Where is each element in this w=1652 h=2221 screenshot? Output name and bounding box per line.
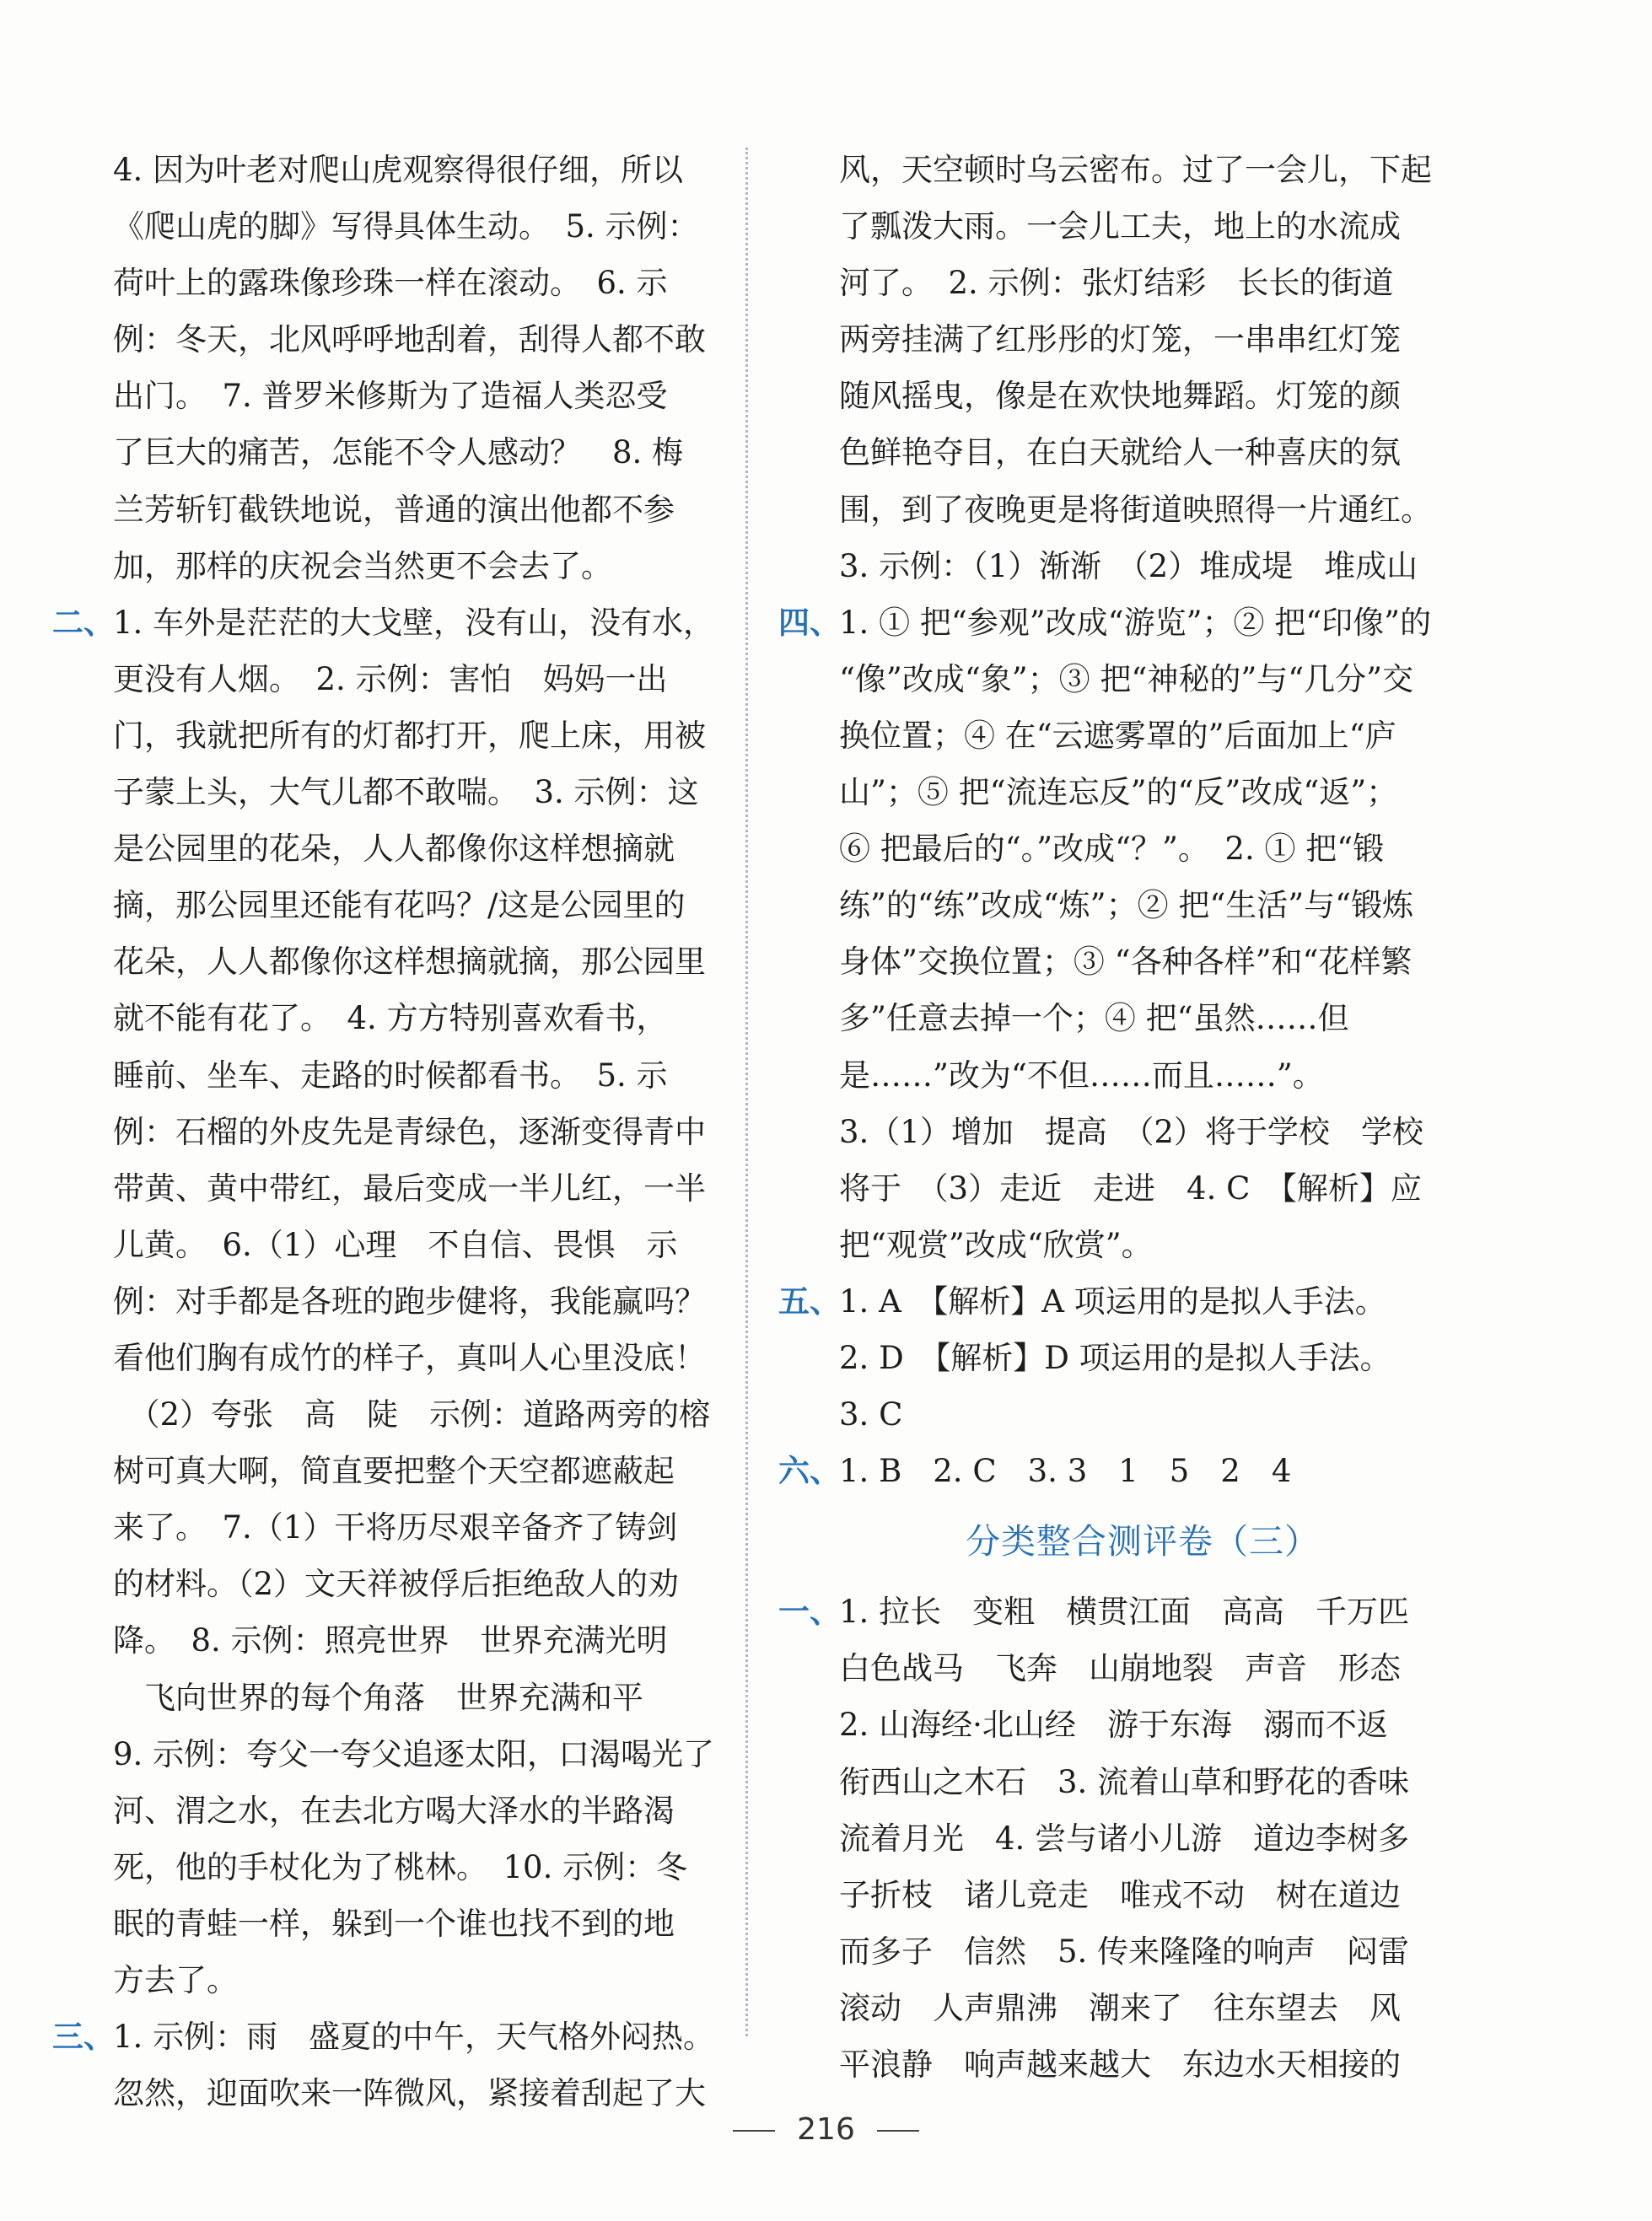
answer-text: 练”的“练”改成“炼”；② 把“生活”与“锻炼 [839, 887, 1414, 924]
answer-text: 子折枝 诸儿竞走 唯戎不动 树在道边 [839, 1876, 1401, 1913]
text-line [839, 764, 1446, 820]
answer-text: 风，天空顿时乌云密布。过了一会儿，下起 [839, 152, 1432, 188]
text-line [113, 1104, 720, 1160]
text-line [113, 1556, 720, 1612]
text-line [113, 311, 720, 368]
text-line [839, 311, 1446, 368]
answer-text: 例：对手都是各班的跑步健将，我能赢吗？ [113, 1283, 706, 1320]
text-line [52, 594, 720, 651]
answer-text: 将于 （3）走近 走进 4. C 【解析】应 [839, 1170, 1422, 1207]
page-number-footer [0, 2112, 1652, 2147]
answer-text: 了巨大的痛苦，怎能不令人感动？ 8. 梅 [113, 434, 684, 471]
answer-text: 围，到了夜晚更是将街道映照得一片通红。 [839, 491, 1432, 528]
text-line [113, 424, 720, 481]
answer-text: 随风摇曳，像是在欢快地舞蹈。灯笼的颜 [839, 378, 1401, 415]
answer-text: 方去了。 [113, 1962, 238, 1998]
right-column [778, 142, 1446, 2093]
section-number: 一、 [778, 1594, 841, 1631]
text-line [839, 2036, 1446, 2093]
text-line [839, 820, 1446, 877]
answer-text: 1. B 2. C 3. 3 1 5 2 4 [839, 1453, 1292, 1490]
answer-text: 出门。 7. 普罗米修斯为了造福人类忍受 [113, 378, 668, 415]
answer-text: 多”任意去掉一个；④ 把“虽然……但 [839, 1000, 1349, 1037]
text-line [113, 1670, 720, 1726]
text-line [113, 1952, 720, 2009]
answer-text: 是公园里的花朵，人人都像你这样想摘就 [113, 831, 675, 868]
answer-text: 白色战马 飞奔 山崩地裂 声音 形态 [839, 1650, 1401, 1687]
answer-text: 2. 山海经·北山经 游于东海 溺而不返 [839, 1707, 1388, 1744]
right-column-bottom [778, 1584, 1446, 2093]
text-line [839, 1640, 1446, 1697]
answer-text: 花朵，人人都像你这样想摘就摘，那公园里 [113, 944, 706, 981]
answer-text: 来了。 7.（1）干将历尽艰辛备齐了铸剑 [113, 1509, 678, 1546]
text-line [839, 538, 1446, 594]
answer-text: 子蒙上头，大气儿都不敢喘。 3. 示例：这 [113, 774, 699, 811]
text-line [839, 368, 1446, 424]
column-divider [745, 148, 748, 2036]
answer-text: 3. 示例：（1）渐渐 （2）堆成堤 堆成山 [839, 547, 1418, 584]
section-number: 六、 [778, 1453, 841, 1490]
answer-text: 例：石榴的外皮先是青绿色，逐渐变得青中 [113, 1113, 706, 1150]
answer-text: 是……”改为“不但……而且……”。 [839, 1057, 1324, 1094]
text-line [839, 933, 1446, 990]
text-line [113, 933, 720, 990]
text-line [113, 1386, 720, 1443]
text-line [113, 707, 720, 764]
answer-text: 降。 8. 示例：照亮世界 世界充满光明 [113, 1622, 668, 1659]
section-number: 五、 [778, 1283, 841, 1320]
answer-text: 3.（1）增加 提高 （2）将于学校 学校 [839, 1113, 1423, 1150]
section-number: 二、 [52, 604, 115, 641]
text-line [113, 990, 720, 1046]
answer-text: 的材料。（2）文天祥被俘后拒绝敌人的劝 [113, 1566, 680, 1603]
text-line [839, 1104, 1446, 1160]
answer-text: 山”；⑤ 把“流连忘反”的“反”改成“返”； [839, 774, 1398, 811]
answer-text: 河、渭之水，在去北方喝大泽水的半路渴 [113, 1792, 675, 1829]
text-line [113, 820, 720, 877]
footer-dash-left [733, 2130, 775, 2132]
answer-text: 摘，那公园里还能有花吗？/这是公园里的 [113, 887, 686, 924]
answer-text: 把“观赏”改成“欣赏”。 [839, 1226, 1153, 1263]
text-line [778, 1443, 1446, 1499]
right-column-top [778, 142, 1446, 1499]
text-line [113, 1330, 720, 1386]
text-line [52, 2009, 720, 2065]
text-line [113, 1047, 720, 1104]
answer-text: 了瓢泼大雨。一会儿工夫，地上的水流成 [839, 208, 1401, 245]
answer-text: ⑥ 把最后的“。”改成“？”。 2. ① 把“锻 [839, 831, 1385, 868]
answer-text: 2. D 【解析】D 项运用的是拟人手法。 [839, 1339, 1391, 1376]
text-line [839, 1047, 1446, 1104]
text-line [113, 1217, 720, 1273]
answer-text: 4. 因为叶老对爬山虎观察得很仔细，所以 [113, 152, 684, 188]
text-line [113, 1160, 720, 1217]
page-number: 216 [797, 2112, 855, 2147]
answer-text: 树可真大啊，简直要把整个天空都遮蔽起 [113, 1453, 675, 1490]
text-line [839, 1697, 1446, 1753]
answer-text: 《爬山虎的脚》写得具体生动。 5. 示例： [113, 208, 699, 245]
footer-dash-right [877, 2130, 919, 2132]
text-line [839, 1980, 1446, 2036]
answer-text: 河了。 2. 示例：张灯结彩 长长的街道 [839, 265, 1394, 302]
answer-text: 兰芳斩钉截铁地说，普通的演出他都不参 [113, 491, 675, 528]
text-line [113, 1726, 720, 1783]
answer-text: 儿黄。 6.（1）心理 不自信、畏惧 示 [113, 1226, 678, 1263]
answer-text: 1. 车外是茫茫的大戈壁，没有山，没有水， [113, 604, 715, 641]
text-line [839, 651, 1446, 707]
answer-text: 死，他的手杖化为了桃林。 10. 示例：冬 [113, 1848, 688, 1885]
text-line [113, 1839, 720, 1896]
text-line [839, 1386, 1446, 1443]
section-number: 四、 [778, 604, 841, 641]
answer-text: 就不能有花了。 4. 方方特别喜欢看书， [113, 1000, 668, 1037]
text-line [113, 1273, 720, 1330]
answer-text: 飞向世界的每个角落 世界充满和平 [113, 1679, 643, 1716]
text-line [839, 1217, 1446, 1273]
answer-text: 门，我就把所有的灯都打开，爬上床，用被 [113, 717, 706, 754]
answer-text: 1. 拉长 变粗 横贯江面 高高 千万匹 [839, 1594, 1410, 1631]
answer-text: 3. C [839, 1396, 903, 1433]
answer-text: 平浪静 响声越来越大 东边水天相接的 [839, 2046, 1401, 2083]
answer-text: 流着月光 4. 尝与诸小儿游 道边李树多 [839, 1820, 1410, 1857]
text-line [113, 142, 720, 198]
section-number: 三、 [52, 2019, 115, 2056]
text-line [113, 1783, 720, 1839]
answer-text: 看他们胸有成竹的样子，真叫人心里没底！ [113, 1339, 706, 1376]
text-line [113, 1443, 720, 1499]
text-line [113, 1499, 720, 1556]
text-line [839, 1867, 1446, 1923]
text-line [839, 1923, 1446, 1980]
text-line [778, 1584, 1446, 1640]
answer-text: 1. 示例：雨 盛夏的中午，天气格外闷热。 [113, 2019, 715, 2056]
answer-text: 加，那样的庆祝会当然更不会去了。 [113, 547, 612, 584]
text-line [839, 1810, 1446, 1867]
answer-text: “像”改成“象”；③ 把“神秘的”与“几分”交 [839, 660, 1414, 697]
left-column [52, 142, 720, 2122]
text-line [778, 1273, 1446, 1330]
text-line [839, 1160, 1446, 1217]
section-title: 分类整合测评卷（三） [966, 1521, 1320, 1562]
answer-text: 两旁挂满了红彤彤的灯笼，一串串红灯笼 [839, 321, 1401, 358]
answer-text: 换位置；④ 在“云遮雾罩的”后面加上“庐 [839, 717, 1396, 754]
answer-text: 忽然，迎面吹来一阵微风，紧接着刮起了大 [113, 2075, 706, 2112]
text-line [113, 368, 720, 424]
answer-text: 身体”交换位置；③ “各种各样”和“花样繁 [839, 944, 1413, 981]
text-line [113, 1612, 720, 1669]
answer-text: 1. A 【解析】A 项运用的是拟人手法。 [839, 1283, 1386, 1320]
answer-text: （2）夸张 高 陡 示例：道路两旁的榕 [113, 1396, 711, 1433]
answer-text: 而多子 信然 5. 传来隆隆的响声 闷雷 [839, 1933, 1410, 1970]
text-line [839, 1754, 1446, 1810]
answer-text: 衔西山之木石 3. 流着山草和野花的香味 [839, 1763, 1410, 1800]
text-line [839, 707, 1446, 764]
answer-text: 1. ① 把“参观”改成“游览”；② 把“印像”的 [839, 604, 1432, 641]
text-line [839, 198, 1446, 255]
text-line [113, 538, 720, 594]
answer-text: 荷叶上的露珠像珍珠一样在滚动。 6. 示 [113, 265, 668, 302]
text-line [839, 142, 1446, 198]
answer-text: 9. 示例：夸父一夸父追逐太阳，口渴喝光了 [113, 1735, 715, 1772]
text-line [113, 255, 720, 311]
answer-text: 眠的青蛙一样，躲到一个谁也找不到的地 [113, 1905, 675, 1942]
text-line [839, 990, 1446, 1046]
text-line [839, 424, 1446, 481]
text-line [839, 1330, 1446, 1386]
text-line [113, 651, 720, 707]
answer-text: 睡前、坐车、走路的时候都看书。 5. 示 [113, 1057, 668, 1094]
text-line [839, 877, 1446, 933]
text-line [778, 594, 1446, 651]
text-line [113, 198, 720, 255]
text-line [113, 481, 720, 538]
text-line [839, 255, 1446, 311]
answer-text: 色鲜艳夺目，在白天就给人一种喜庆的氛 [839, 434, 1401, 471]
answer-text: 更没有人烟。 2. 示例：害怕 妈妈一出 [113, 660, 668, 697]
text-line [113, 764, 720, 820]
text-line [113, 877, 720, 933]
text-line [113, 1896, 720, 1952]
text-line [839, 481, 1446, 538]
answer-text: 滚动 人声鼎沸 潮来了 往东望去 风 [839, 1989, 1401, 2026]
answer-text: 带黄、黄中带红，最后变成一半儿红，一半 [113, 1170, 706, 1207]
answer-text: 例：冬天，北风呼呼地刮着，刮得人都不敢 [113, 321, 706, 358]
